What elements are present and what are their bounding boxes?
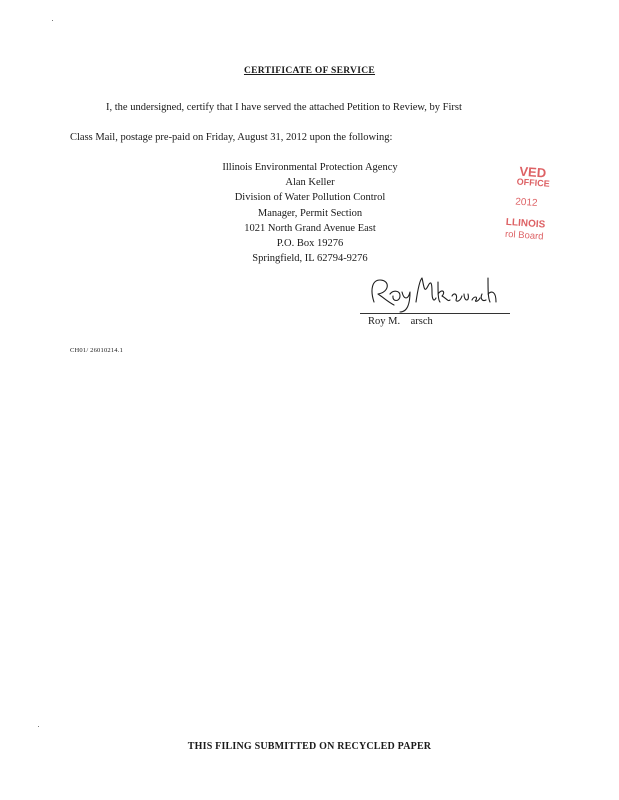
stamp-line-1: VED: [518, 163, 547, 181]
recipient-address-block: [190, 160, 430, 266]
recipient-division: Division of Water Pollution Control: [234, 192, 386, 204]
stamp-line-5: rol Board: [504, 228, 544, 243]
recipient-city: Springfield, IL 62794-9276: [252, 253, 368, 265]
scan-speck: [38, 726, 39, 727]
signatory-printed-name: Roy M. arsch: [368, 316, 433, 327]
scan-speck: [52, 20, 53, 21]
certification-paragraph-line-2: Class Mail, postage pre-paid on Friday, August 31, 2012 upon the following:: [70, 132, 393, 143]
recipient-name: Alan Keller: [285, 177, 335, 189]
recipient-street: 1021 North Grand Avenue East: [244, 222, 376, 234]
recipient-agency: Illinois Environmental Protection Agency: [222, 162, 398, 173]
recycled-paper-footer: THIS FILING SUBMITTED ON RECYCLED PAPER: [187, 741, 432, 752]
document-id: CH01/ 26010214.1: [70, 347, 124, 354]
stamp-line-3: 2012: [514, 196, 538, 210]
signature-line: [360, 313, 510, 314]
certificate-title: CERTIFICATE OF SERVICE: [243, 66, 376, 76]
stamp-line-2: OFFICE: [516, 176, 550, 189]
stamp-line-4: LLINOIS: [505, 216, 546, 231]
handwritten-signature: [360, 272, 500, 314]
recipient-po-box: P.O. Box 19276: [276, 238, 344, 250]
certification-paragraph-line-1: I, the undersigned, certify that I have served the attached Petition to Review, by First: [106, 102, 462, 113]
recipient-title: Manager, Permit Section: [257, 207, 363, 219]
